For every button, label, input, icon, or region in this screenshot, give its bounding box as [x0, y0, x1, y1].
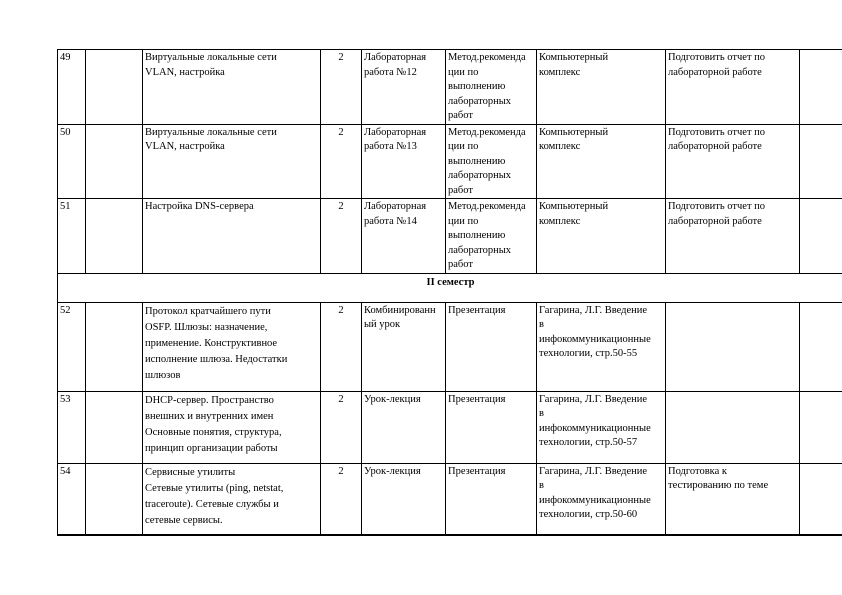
lesson-equipment — [537, 124, 666, 199]
type-line: работа №12 — [364, 66, 417, 78]
table-row — [58, 391, 842, 463]
homework-line: Подготовить отчет по — [668, 201, 766, 212]
literature-line: инфокоммуникационные — [539, 422, 651, 434]
lesson-homework — [666, 302, 800, 391]
topic-line: принцип организации работы — [145, 442, 278, 454]
lesson-number: 53 — [58, 391, 86, 463]
homework-line: лабораторной работе — [668, 141, 762, 152]
lesson-type — [362, 302, 446, 391]
lesson-homework — [666, 463, 800, 535]
method-line: Презентация — [448, 304, 506, 316]
method-line: работ — [448, 259, 473, 270]
homework-line: Подготовить отчет по — [668, 52, 766, 63]
topic-line: применение. Конструктивное — [145, 337, 278, 349]
topic-line: Виртуальные локальные сети — [145, 52, 277, 63]
topic-line: сетевые сервисы. — [145, 514, 223, 526]
type-line: работа №14 — [364, 215, 417, 227]
literature-line: Гагарина, Л.Г. Введение — [539, 465, 648, 477]
topic-line: Основные понятия, структура, — [145, 426, 282, 438]
empty-cell — [86, 199, 143, 274]
lesson-hours: 2 — [321, 463, 362, 535]
homework-line: тестированию по теме — [668, 480, 769, 491]
homework-line: лабораторной работе — [668, 215, 762, 227]
lesson-type — [362, 124, 446, 199]
literature-line: технологии, стр.50-57 — [539, 437, 638, 448]
lesson-method — [446, 391, 537, 463]
lesson-number: 54 — [58, 463, 86, 535]
lesson-topic — [143, 50, 321, 125]
topic-line: Виртуальные локальные сети — [145, 126, 277, 138]
lesson-hours: 2 — [321, 50, 362, 125]
equipment-line: Компьютерный — [539, 52, 609, 63]
empty-cell — [86, 391, 143, 463]
topic-line: VLAN, настройка — [145, 141, 225, 152]
literature-line: технологии, стр.50-60 — [539, 509, 638, 520]
topic-line: VLAN, настройка — [145, 66, 225, 78]
homework-line: Подготовить отчет по — [668, 126, 766, 138]
method-line: Презентация — [448, 393, 506, 405]
lesson-homework — [666, 391, 800, 463]
method-line: Метод.рекоменда — [448, 126, 526, 138]
lesson-homework — [666, 50, 800, 125]
lesson-literature — [537, 391, 666, 463]
lesson-number: 49 — [58, 50, 86, 125]
lesson-method — [446, 302, 537, 391]
type-line: Урок-лекция — [364, 465, 421, 477]
homework-line: лабораторной работе — [668, 66, 762, 78]
lesson-homework — [666, 199, 800, 274]
lesson-hours: 2 — [321, 199, 362, 274]
topic-line: Сетевые утилиты (ping, netstat, — [145, 482, 284, 494]
lesson-method — [446, 199, 537, 274]
table-row — [58, 124, 842, 199]
topic-line: Протокол кратчайшего пути — [145, 305, 271, 317]
equipment-line: комплекс — [539, 141, 581, 152]
topic-line: шлюзов — [145, 369, 181, 381]
topic-line: исполнение шлюза. Недостатки — [145, 353, 288, 365]
lesson-type — [362, 199, 446, 274]
empty-cell — [86, 50, 143, 125]
type-line: Комбинированн — [364, 304, 436, 316]
lesson-type — [362, 50, 446, 125]
literature-line: в — [539, 319, 544, 330]
equipment-line: Компьютерный — [539, 201, 609, 212]
topic-line: traceroute). Сетевые службы и — [145, 498, 279, 510]
empty-cell — [800, 302, 842, 391]
lesson-method — [446, 463, 537, 535]
method-line: Метод.рекоменда — [448, 201, 526, 212]
empty-cell — [86, 463, 143, 535]
equipment-line: комплекс — [539, 215, 581, 227]
lesson-hours: 2 — [321, 124, 362, 199]
lesson-topic — [143, 391, 321, 463]
lesson-method — [446, 124, 537, 199]
semester-title: II семестр — [58, 273, 842, 302]
type-line: Лабораторная — [364, 52, 427, 63]
empty-cell — [800, 463, 842, 535]
lesson-equipment — [537, 199, 666, 274]
lesson-plan-table — [57, 49, 842, 536]
table-row — [58, 302, 842, 391]
lesson-topic — [143, 302, 321, 391]
empty-cell — [800, 124, 842, 199]
lesson-hours: 2 — [321, 302, 362, 391]
method-line: ции по — [448, 141, 479, 152]
table-row — [58, 199, 842, 274]
literature-line: в — [539, 408, 544, 419]
type-line: Лабораторная — [364, 126, 427, 138]
equipment-line: комплекс — [539, 66, 581, 78]
method-line: Презентация — [448, 465, 506, 477]
empty-cell — [800, 199, 842, 274]
homework-line: Подготовка к — [668, 465, 728, 477]
table-row — [58, 50, 842, 125]
method-line: работ — [448, 184, 473, 196]
lesson-literature — [537, 463, 666, 535]
method-line: ции по — [448, 215, 479, 227]
empty-cell — [86, 302, 143, 391]
topic-line: внешних и внутренних имен — [145, 410, 274, 422]
lesson-topic — [143, 199, 321, 274]
method-line: ции по — [448, 66, 479, 78]
literature-line: инфокоммуникационные — [539, 333, 651, 345]
empty-cell — [800, 391, 842, 463]
type-line: Лабораторная — [364, 201, 427, 212]
equipment-line: Компьютерный — [539, 126, 609, 138]
lesson-topic — [143, 124, 321, 199]
lesson-topic — [143, 463, 321, 535]
table-row — [58, 463, 842, 535]
lesson-homework — [666, 124, 800, 199]
empty-cell — [86, 124, 143, 199]
literature-line: Гагарина, Л.Г. Введение — [539, 393, 648, 405]
type-line: работа №13 — [364, 141, 417, 152]
literature-line: инфокоммуникационные — [539, 494, 651, 506]
method-line: выполнению — [448, 81, 506, 92]
lesson-literature — [537, 302, 666, 391]
lesson-type — [362, 391, 446, 463]
type-line: Урок-лекция — [364, 393, 421, 405]
lesson-hours: 2 — [321, 391, 362, 463]
method-line: выполнению — [448, 155, 506, 167]
lesson-number: 51 — [58, 199, 86, 274]
lesson-type — [362, 463, 446, 535]
topic-line: DHCP-сервер. Пространство — [145, 394, 274, 406]
empty-cell — [800, 50, 842, 125]
method-line: работ — [448, 110, 473, 121]
lesson-number: 52 — [58, 302, 86, 391]
method-line: лабораторных — [448, 95, 512, 107]
topic-line: OSFP. Шлюзы: назначение, — [145, 321, 268, 333]
method-line: выполнению — [448, 230, 506, 241]
topic-line: Сервисные утилиты — [145, 466, 236, 478]
lesson-method — [446, 50, 537, 125]
topic-line: Настройка DNS-сервера — [145, 201, 254, 212]
type-line: ый урок — [364, 319, 401, 330]
literature-line: Гагарина, Л.Г. Введение — [539, 304, 648, 316]
method-line: лабораторных — [448, 170, 512, 181]
semester-row — [58, 273, 842, 302]
method-line: лабораторных — [448, 244, 512, 256]
method-line: Метод.рекоменда — [448, 52, 526, 63]
literature-line: в — [539, 480, 544, 491]
lesson-equipment — [537, 50, 666, 125]
lesson-number: 50 — [58, 124, 86, 199]
literature-line: технологии, стр.50-55 — [539, 348, 638, 359]
